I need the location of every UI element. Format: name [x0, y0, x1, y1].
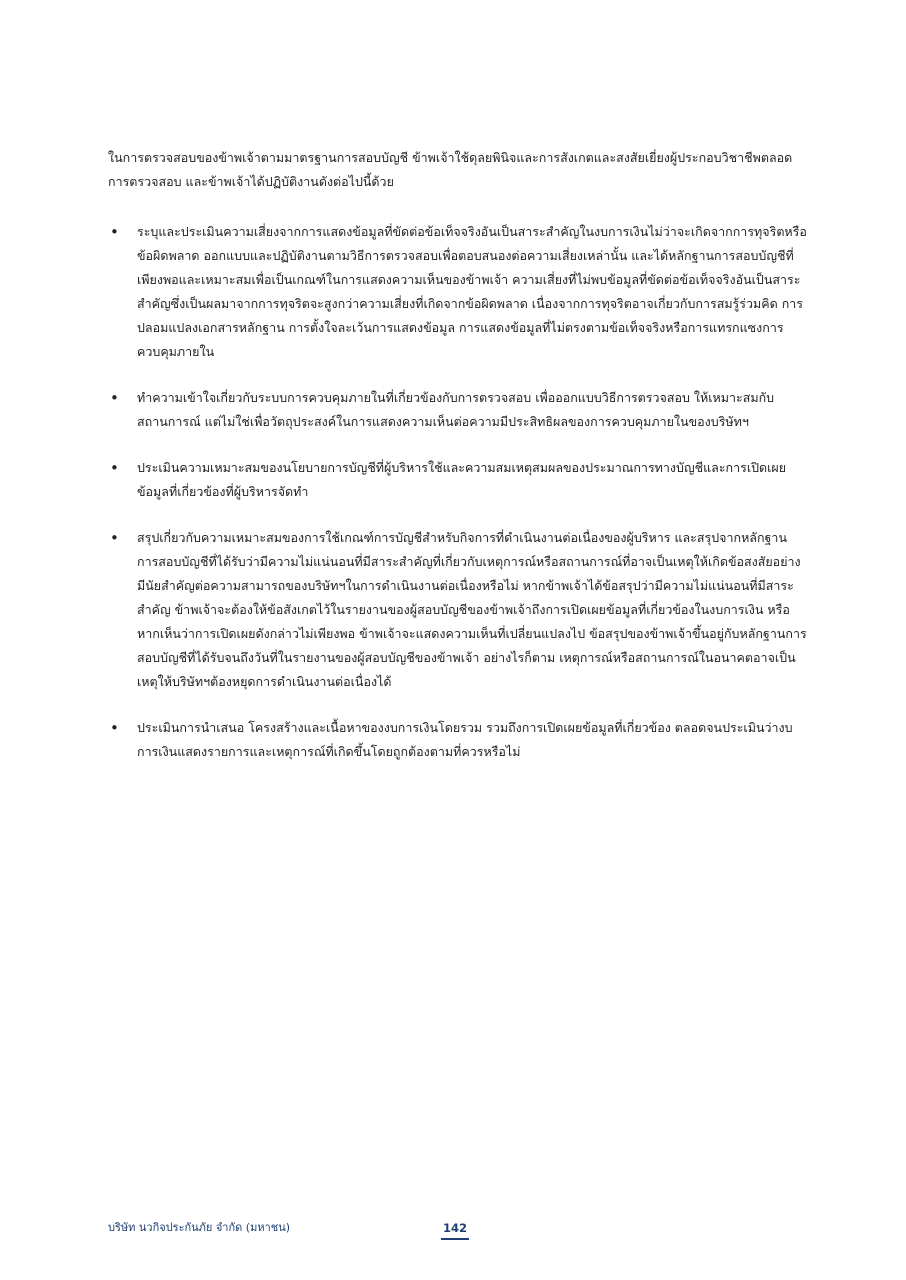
bullet-icon: •	[110, 389, 119, 407]
page-footer	[108, 1218, 808, 1242]
intro-paragraph: ในการตรวจสอบของข้าพเจ้าตามมาตรฐานการสอบบัญชี ข้าพเจ้าใช้ดุลยพินิจและการสังเกตและสงสัยเยี่ยงผู้ประกอบวิชาชีพตลอดการตรวจสอบ และข้าพเจ้าได้ปฏิบัติงานดังต่อไปนี้ด้วย	[108, 150, 793, 189]
bullet-text: ระบุและประเมินความเสี่ยงจากการแสดงข้อมูลที่ขัดต่อข้อเท็จจริงอันเป็นสาระสำคัญในงบการเงินไม่ว่าจะเกิดจากการทุจริตหรือข้อผิดพลาด ออกแบบและปฏิบัติงานตามวิธีการตรวจสอบเพื่อตอบสนองต่อความเสี่ยงเหล่านั้น และได้หลักฐานการสอบบัญชีที่เพียงพอและเหมาะสมเพื่อเป็นเกณฑ์ในการแสดงความเห็นของข้าพเจ้า ความเสี่ยงที่ไม่พบข้อมูลที่ขัดต่อข้อเท็จจริงอันเป็นสาระสำคัญซึ่งเป็นผลมาจากการทุจริตจะสูงกว่าความเสี่ยงที่เกิดจากข้อผิดพลาด เนื่องจากการทุจริตอาจเกี่ยวกับการสมรู้ร่วมคิด การปลอมแปลงเอกสารหลักฐาน การตั้งใจละเว้นการแสดงข้อมูล การแสดงข้อมูลที่ไม่ตรงตามข้อเท็จจริงหรือการแทรกแซงการควบคุมภายใน	[137, 224, 807, 359]
bullet-text: ประเมินความเหมาะสมของนโยบายการบัญชีที่ผู้บริหารใช้และความสมเหตุสมผลของประมาณการทางบัญชีและการเปิดเผยข้อมูลที่เกี่ยวข้องที่ผู้บริหารจัดทำ	[137, 460, 787, 499]
bullet-item-going-concern	[108, 526, 808, 694]
bullet-item-internal-control	[108, 386, 808, 434]
page-number: 142	[441, 1218, 469, 1240]
footer-company-name: บริษัท นวกิจประกันภัย จำกัด (มหาชน)	[108, 1221, 291, 1234]
bullet-text: สรุปเกี่ยวกับความเหมาะสมของการใช้เกณฑ์การบัญชีสำหรับกิจการที่ดำเนินงานต่อเนื่องของผู้บริหาร และสรุปจากหลักฐานการสอบบัญชีที่ได้รับว่ามีความไม่แน่นอนที่มีสาระสำคัญที่เกี่ยวกับเหตุการณ์หรือสถานการณ์ที่อาจเป็นเหตุให้เกิดข้อสงสัยอย่างมีนัยสำคัญต่อความสามารถของบริษัทฯในการดำเนินงานต่อเนื่องหรือไม่ หากข้าพเจ้าได้ข้อสรุปว่ามีความไม่แน่นอนที่มีสาระสำคัญ ข้าพเจ้าจะต้องให้ข้อสังเกตไว้ในรายงานของผู้สอบบัญชีของข้าพเจ้าถึงการเปิดเผยข้อมูลที่เกี่ยวข้องในงบการเงิน หรือหากเห็นว่าการเปิดเผยดังกล่าวไม่เพียงพอ ข้าพเจ้าจะแสดงความเห็นที่เปลี่ยนแปลงไป ข้อสรุปของข้าพเจ้าขึ้นอยู่กับหลักฐานการสอบบัญชีที่ได้รับจนถึงวันที่ในรายงานของผู้สอบบัญชีของข้าพเจ้า อย่างไรก็ตาม เหตุการณ์หรือสถานการณ์ในอนาคตอาจเป็นเหตุให้บริษัทฯต้องหยุดการดำเนินงานต่อเนื่องได้	[137, 530, 807, 689]
document-body	[108, 146, 808, 786]
bullet-icon: •	[110, 529, 119, 547]
bullet-item-accounting-policy	[108, 456, 808, 504]
bullet-text: ทำความเข้าใจเกี่ยวกับระบบการควบคุมภายในที่เกี่ยวข้องกับการตรวจสอบ เพื่อออกแบบวิธีการตรวจสอบ ให้เหมาะสมกับสถานการณ์ แต่ไม่ใช่เพื่อวัตถุประสงค์ในการแสดงความเห็นต่อความมีประสิทธิผลของการควบคุมภายในของบริษัทฯ	[137, 390, 775, 429]
bullet-item-presentation	[108, 716, 808, 764]
bullet-icon: •	[110, 719, 119, 737]
bullet-text: ประเมินการนำเสนอ โครงสร้างและเนื้อหาของงบการเงินโดยรวม รวมถึงการเปิดเผยข้อมูลที่เกี่ยวข้อง ตลอดจนประเมินว่างบการเงินแสดงรายการและเหตุการณ์ที่เกิดขึ้นโดยถูกต้องตามที่ควรหรือไม่	[137, 720, 793, 759]
bullet-icon: •	[110, 459, 119, 477]
bullet-icon: •	[110, 223, 119, 241]
bullet-list	[108, 220, 808, 764]
bullet-item-risk-assessment	[108, 220, 808, 364]
